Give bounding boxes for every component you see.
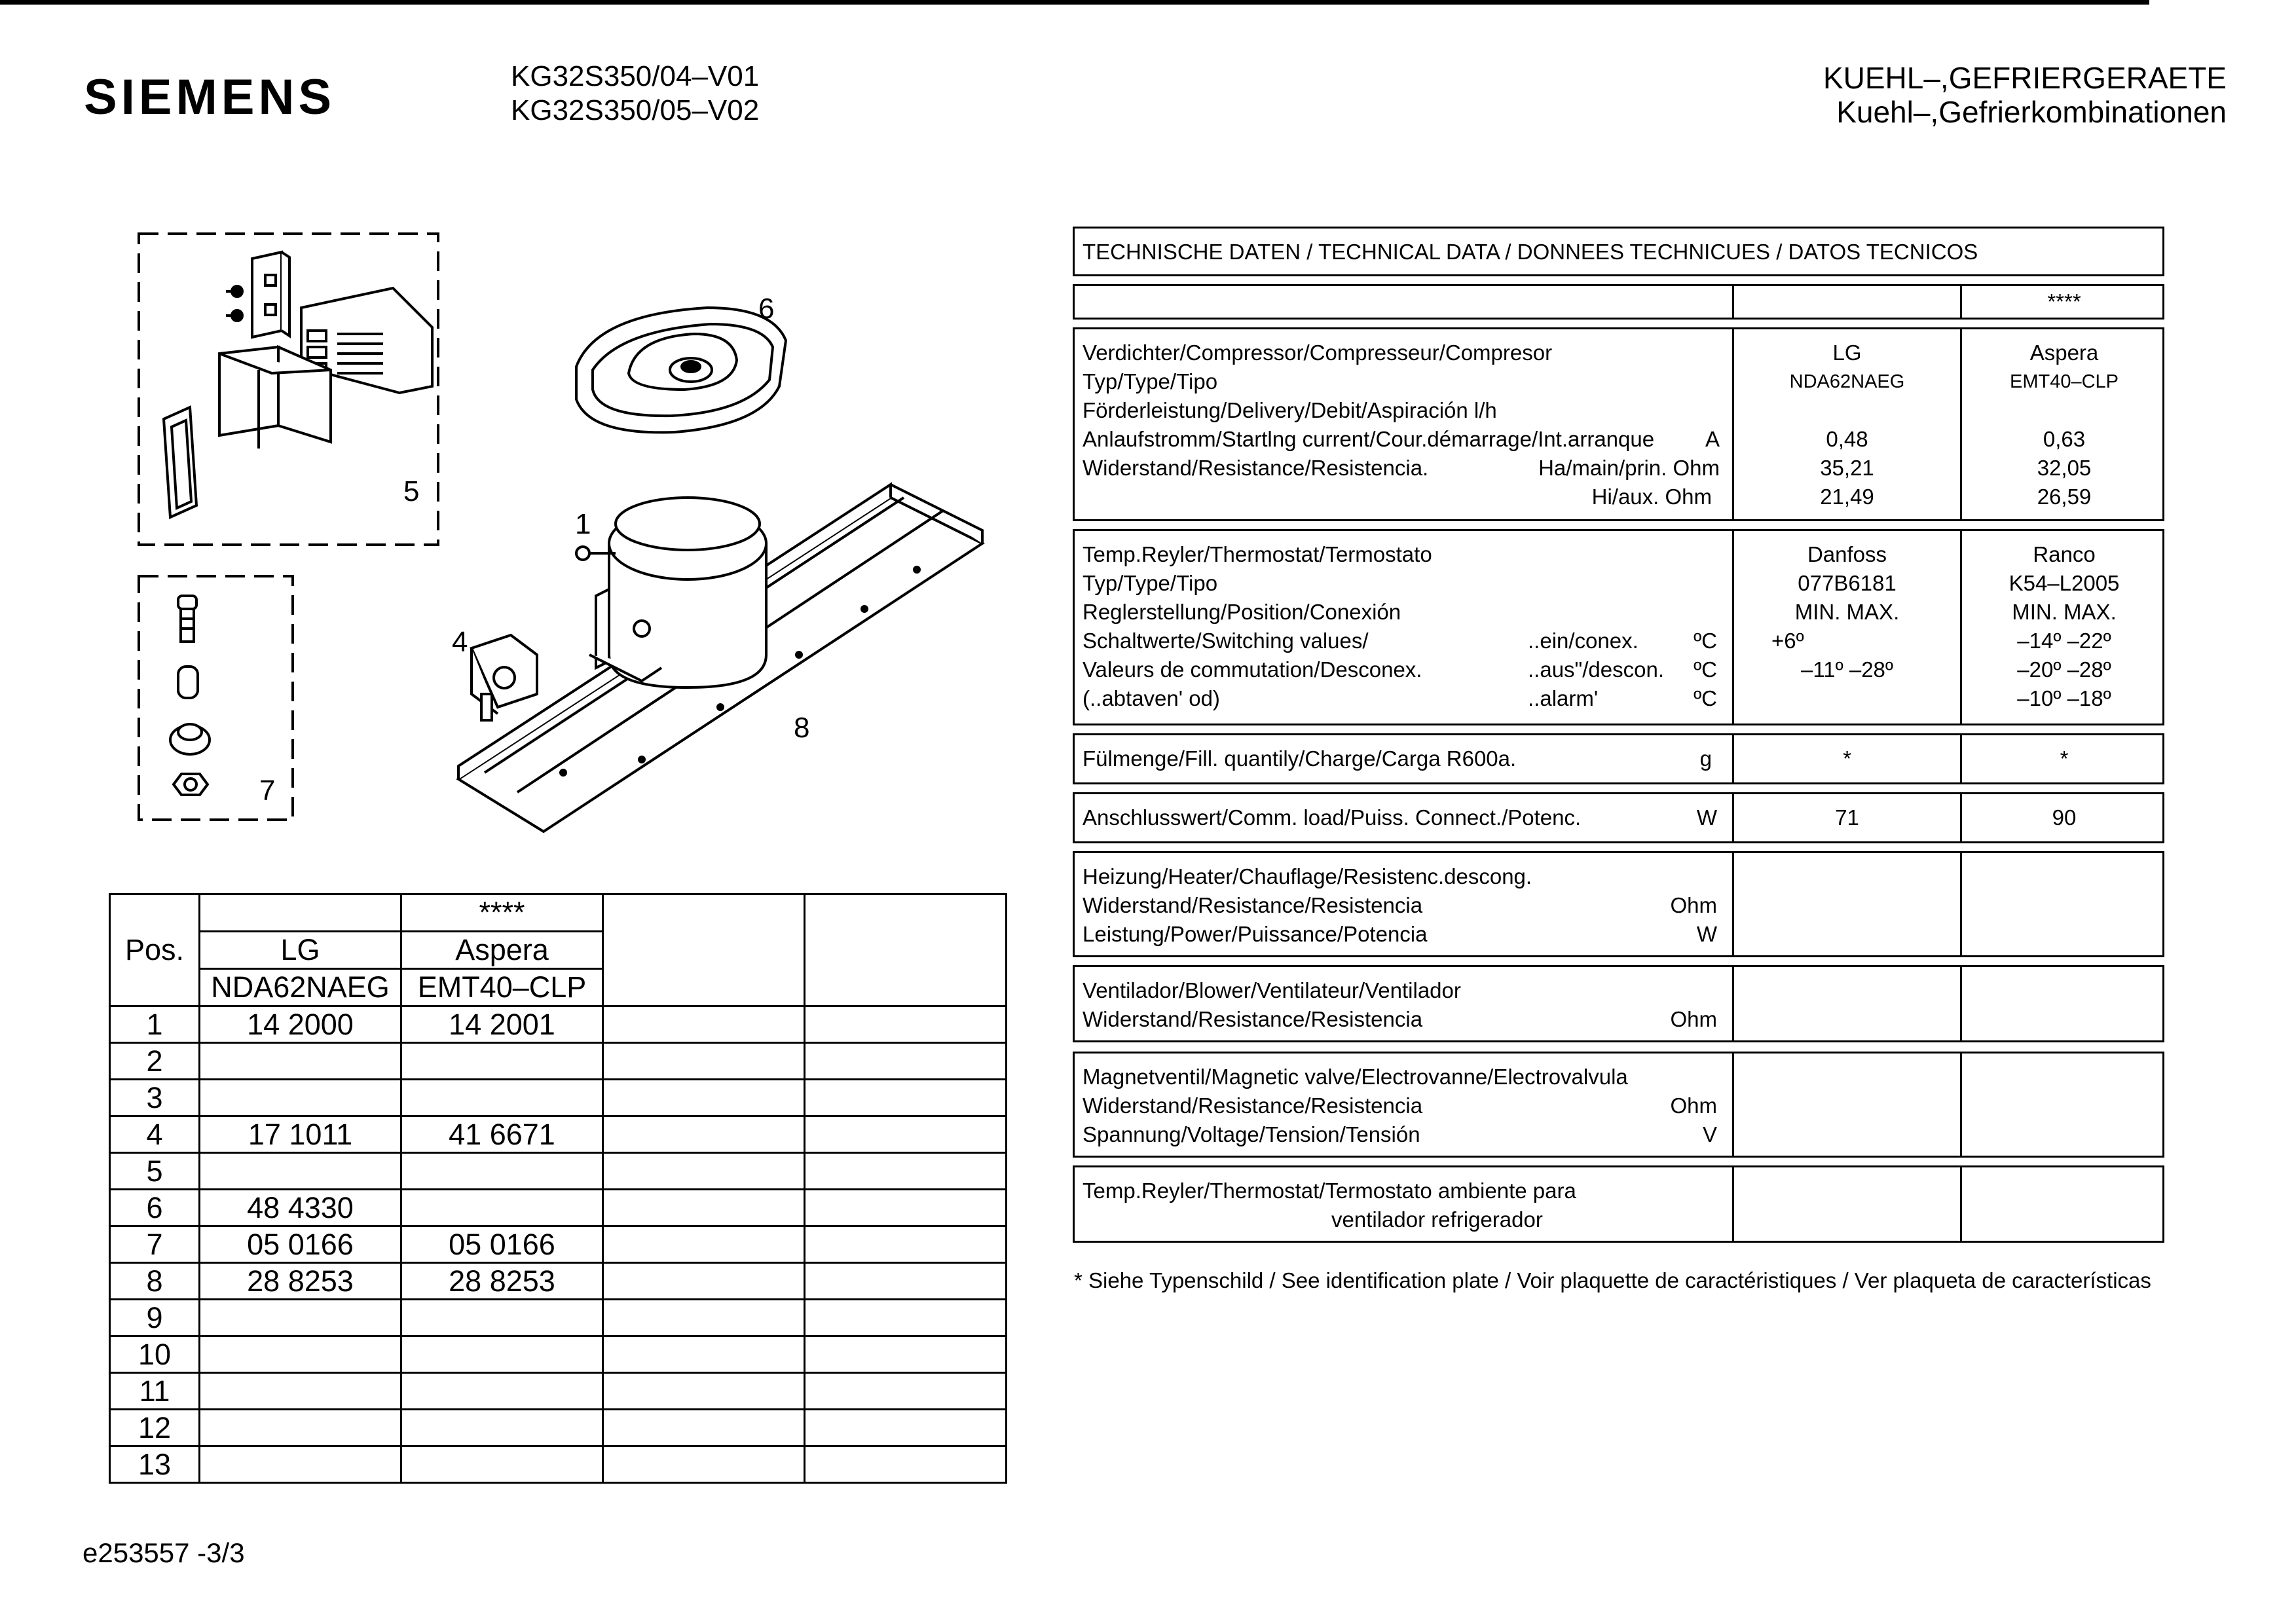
parts-row-cell — [603, 1373, 805, 1410]
parts-row-cell — [401, 1373, 603, 1410]
parts-row-cell — [603, 1226, 805, 1263]
thermo-label-5: Valeurs de commutation/Desconex. — [1083, 657, 1422, 682]
parts-row-cell — [603, 1300, 805, 1336]
parts-row-cell — [603, 1080, 805, 1116]
parts-row-cell — [401, 1080, 603, 1116]
parts-row-cell — [805, 1410, 1007, 1446]
load-label: Anschlusswert/Comm. load/Puiss. Connect./Potenc. — [1083, 805, 1582, 830]
callout-4: 4 — [452, 626, 468, 658]
parts-row-cell: 9 — [110, 1300, 200, 1336]
thermo-c2-type: K54–L2005 — [2009, 571, 2120, 595]
parts-header-row-1 — [110, 894, 1007, 932]
tech-title: TECHNISCHE DATEN / TECHNICAL DATA / DONNEES TECHNICUES / DATOS TECNICOS — [1083, 240, 1978, 264]
thermo-c1-off: –11º –28º — [1801, 657, 1893, 682]
parts-row-cell: 8 — [110, 1263, 200, 1300]
ambient-thermostat-block — [1073, 1165, 2164, 1243]
parts-row-cell: 48 4330 — [200, 1190, 401, 1226]
fan-label-1: Ventilador/Blower/Ventilateur/Ventilador — [1083, 978, 1461, 1002]
parts-row-cell — [200, 1300, 401, 1336]
category-title: KUEHL–,GEFRIERGERAETE — [1823, 61, 2227, 95]
parts-row-cell: 14 2000 — [200, 1006, 401, 1043]
parts-row-cell: 28 8253 — [401, 1263, 603, 1300]
parts-row — [110, 1300, 1007, 1336]
thermo-c2-brand: Ranco — [2033, 542, 2096, 566]
parts-row-cell — [805, 1300, 1007, 1336]
fill-quantity-block — [1073, 733, 2164, 784]
parts-row-cell: 05 0166 — [200, 1226, 401, 1263]
load-c2: 90 — [2052, 805, 2077, 830]
comp-c2-type: EMT40–CLP — [2009, 371, 2119, 392]
heater-unit-3: W — [1696, 922, 1717, 946]
parts-header-row-1-cell — [805, 894, 1007, 1006]
thermo-label-1: Temp.Reyler/Thermostat/Termostato — [1083, 542, 1432, 566]
parts-row-cell — [805, 1373, 1007, 1410]
parts-row-cell — [805, 1190, 1007, 1226]
load-unit: W — [1696, 805, 1717, 830]
valve-block — [1073, 1052, 2164, 1158]
parts-row — [110, 1336, 1007, 1373]
parts-row-cell: 5 — [110, 1153, 200, 1190]
parts-row-cell: 7 — [110, 1226, 200, 1263]
parts-row-cell — [401, 1410, 603, 1446]
model-number-2: KG32S350/05–V02 — [511, 94, 760, 126]
parts-row-cell: 41 6671 — [401, 1116, 603, 1153]
parts-row — [110, 1373, 1007, 1410]
parts-row-cell — [805, 1336, 1007, 1373]
comp-c1-brand: LG — [1832, 340, 1862, 365]
parts-row — [110, 1226, 1007, 1263]
parts-row-cell — [200, 1080, 401, 1116]
siemens-logo: SIEMENS — [84, 69, 336, 125]
comp-c1-main: 35,21 — [1820, 456, 1874, 480]
comp-c2-current: 0,63 — [2043, 427, 2086, 451]
thermostat-block — [1073, 529, 2164, 725]
load-c1: 71 — [1835, 805, 1859, 830]
parts-row-cell — [603, 1336, 805, 1373]
comp-c1-current: 0,48 — [1826, 427, 1868, 451]
thermo-label-6: (..abtaven' od) — [1083, 686, 1220, 710]
parts-row-cell — [603, 1006, 805, 1043]
parts-row-cell — [603, 1446, 805, 1483]
thermo-c1-type: 077B6181 — [1798, 571, 1897, 595]
parts-row-cell: 2 — [110, 1043, 200, 1080]
heater-unit-2: Ohm — [1670, 893, 1717, 917]
comp-label-4: Anlaufstromm/Startlng current/Cour.démarrage/Int.arranque — [1083, 427, 1655, 451]
parts-row-cell — [401, 1300, 603, 1336]
comp-label-5: Widerstand/Resistance/Resistencia. — [1083, 456, 1429, 480]
parts-row-cell — [603, 1116, 805, 1153]
valve-unit-2: Ohm — [1670, 1093, 1717, 1118]
parts-row-cell — [805, 1006, 1007, 1043]
document-id: e253557 -3/3 — [83, 1537, 245, 1568]
ambient-label-2: ventilador refrigerador — [1331, 1207, 1543, 1232]
parts-row-cell — [401, 1043, 603, 1080]
parts-row — [110, 1446, 1007, 1483]
parts-row-cell: 12 — [110, 1410, 200, 1446]
valve-unit-3: V — [1702, 1122, 1717, 1146]
tech-header-box — [1073, 284, 2164, 320]
parts-row-cell: 6 — [110, 1190, 200, 1226]
parts-row-cell: 28 8253 — [200, 1263, 401, 1300]
parts-row-cell — [805, 1446, 1007, 1483]
parts-row-cell — [401, 1153, 603, 1190]
thermo-unit-6: ºC — [1694, 686, 1717, 710]
thermo-mode-4: ..ein/conex. — [1528, 629, 1639, 653]
parts-row-cell — [603, 1410, 805, 1446]
thermo-mode-5: ..aus"/descon. — [1528, 657, 1665, 682]
starter-relay-icon — [164, 252, 432, 517]
fill-label: Fülmenge/Fill. quantily/Charge/Carga R600a. — [1083, 746, 1517, 771]
comp-c2-main: 32,05 — [2037, 456, 2092, 480]
comp-c1-aux: 21,49 — [1820, 485, 1874, 509]
thermo-label-4: Schaltwerte/Switching values/ — [1083, 629, 1369, 653]
callout-7: 7 — [259, 775, 276, 807]
ambient-label-1: Temp.Reyler/Thermostat/Termostato ambiente para — [1083, 1179, 1576, 1203]
overload-protector-icon — [472, 635, 537, 720]
parts-row-cell: 1 — [110, 1006, 200, 1043]
callout-8: 8 — [794, 712, 810, 744]
fan-unit-2: Ohm — [1670, 1007, 1717, 1031]
parts-row-cell — [805, 1263, 1007, 1300]
parts-row — [110, 1006, 1007, 1043]
thermo-mode-6: ..alarm' — [1528, 686, 1599, 710]
compressor-icon — [576, 498, 766, 687]
parts-row-cell — [805, 1153, 1007, 1190]
parts-row-cell — [805, 1226, 1007, 1263]
thermo-c1-position: MIN. MAX. — [1794, 600, 1900, 624]
parts-row-cell: 17 1011 — [200, 1116, 401, 1153]
parts-row-cell — [200, 1043, 401, 1080]
connected-load-block — [1073, 792, 2164, 843]
parts-row-cell: 10 — [110, 1336, 200, 1373]
valve-label-1: Magnetventil/Magnetic valve/Electrovanne/Electrovalvula — [1083, 1065, 1628, 1089]
comp-unit-4: A — [1705, 427, 1720, 451]
parts-row-cell: 05 0166 — [401, 1226, 603, 1263]
parts-header-row-2-cell: LG — [200, 932, 401, 969]
parts-row-cell — [401, 1336, 603, 1373]
model-number-1: KG32S350/04–V01 — [511, 60, 760, 92]
callout-6: 6 — [758, 293, 775, 325]
parts-header-row-1-cell — [200, 894, 401, 932]
parts-row-cell: 13 — [110, 1446, 200, 1483]
parts-row — [110, 1080, 1007, 1116]
heater-label-1: Heizung/Heater/Chauflage/Resistenc.descong. — [1083, 864, 1532, 888]
thermo-unit-4: ºC — [1694, 629, 1717, 653]
compressor-cover-icon — [576, 308, 786, 432]
thermo-unit-5: ºC — [1694, 657, 1717, 682]
comp-c1-type: NDA62NAEG — [1789, 371, 1905, 392]
tech-title-box — [1073, 227, 2164, 276]
valve-label-3: Spannung/Voltage/Tension/Tensión — [1083, 1122, 1420, 1146]
parts-row-cell — [603, 1190, 805, 1226]
parts-pos-header: Pos. — [110, 894, 200, 1006]
parts-row — [110, 1190, 1007, 1226]
fill-unit: g — [1699, 746, 1712, 771]
thermo-label-2: Typ/Type/Tipo — [1083, 571, 1218, 595]
category-subtitle: Kuehl–,Gefrierkombinationen — [1836, 95, 2227, 129]
fill-c2: * — [2060, 746, 2069, 771]
parts-header-row-1-cell: **** — [401, 894, 603, 932]
parts-row-cell — [200, 1373, 401, 1410]
thermo-c2-off: –20º –28º — [2017, 657, 2111, 682]
callout-5: 5 — [403, 475, 420, 507]
comp-unit-5: Ha/main/prin. Ohm — [1538, 456, 1720, 480]
heater-block — [1073, 851, 2164, 957]
comp-label-2: Typ/Type/Tipo — [1083, 369, 1218, 394]
parts-row-cell — [805, 1043, 1007, 1080]
heater-label-3: Leistung/Power/Puissance/Potencia — [1083, 922, 1428, 946]
parts-row-cell — [401, 1446, 603, 1483]
parts-row-cell — [805, 1116, 1007, 1153]
parts-header-row-1-cell — [603, 894, 805, 1006]
parts-row-cell — [200, 1336, 401, 1373]
parts-row-cell — [401, 1190, 603, 1226]
mounting-hardware-icon — [170, 596, 210, 795]
parts-row-cell — [200, 1410, 401, 1446]
thermo-c1-brand: Danfoss — [1807, 542, 1887, 566]
thermo-c1-on: +6º — [1771, 629, 1804, 653]
callout-1: 1 — [575, 508, 591, 540]
exploded-parts-diagram — [0, 0, 1022, 851]
parts-row — [110, 1153, 1007, 1190]
parts-row-cell: 14 2001 — [401, 1006, 603, 1043]
fan-block — [1073, 965, 2164, 1042]
thermo-label-3: Reglerstellung/Position/Conexión — [1083, 600, 1401, 624]
fill-c1: * — [1843, 746, 1851, 771]
parts-row — [110, 1410, 1007, 1446]
parts-row-cell — [603, 1043, 805, 1080]
parts-header-row-3-cell: EMT40–CLP — [401, 969, 603, 1006]
parts-row-cell: 3 — [110, 1080, 200, 1116]
parts-row-cell: 11 — [110, 1373, 200, 1410]
thermo-c2-alarm: –10º –18º — [2017, 686, 2111, 710]
comp-label-3: Förderleistung/Delivery/Debit/Aspiración l/h — [1083, 398, 1497, 422]
parts-header-row-2-cell: Aspera — [401, 932, 603, 969]
compressor-block — [1073, 327, 2164, 521]
footnote: * Siehe Typenschild / See identification plate / Voir plaquette de caractéristiques / Ver plaqueta de características — [1074, 1268, 2151, 1292]
thermo-c2-position: MIN. MAX. — [2012, 600, 2117, 624]
valve-label-2: Widerstand/Resistance/Resistencia — [1083, 1093, 1423, 1118]
parts-header-row-3-cell: NDA62NAEG — [200, 969, 401, 1006]
thermo-c2-on: –14º –22º — [2017, 629, 2111, 653]
parts-row-cell — [200, 1153, 401, 1190]
parts-row — [110, 1043, 1007, 1080]
comp-c2-aux: 26,59 — [2037, 485, 2092, 509]
parts-row-cell — [603, 1153, 805, 1190]
parts-table — [109, 893, 1007, 1484]
heater-label-2: Widerstand/Resistance/Resistencia — [1083, 893, 1423, 917]
parts-row-cell: 4 — [110, 1116, 200, 1153]
parts-row-cell — [805, 1080, 1007, 1116]
tech-stars: **** — [2047, 289, 2081, 314]
comp-c2-brand: Aspera — [2029, 340, 2099, 365]
comp-unit-6: Hi/aux. Ohm — [1591, 485, 1712, 509]
fan-label-2: Widerstand/Resistance/Resistencia — [1083, 1007, 1423, 1031]
parts-row-cell — [200, 1446, 401, 1483]
parts-row-cell — [603, 1263, 805, 1300]
parts-row — [110, 1116, 1007, 1153]
parts-row — [110, 1263, 1007, 1300]
comp-label-1: Verdichter/Compressor/Compresseur/Compresor — [1083, 340, 1553, 365]
